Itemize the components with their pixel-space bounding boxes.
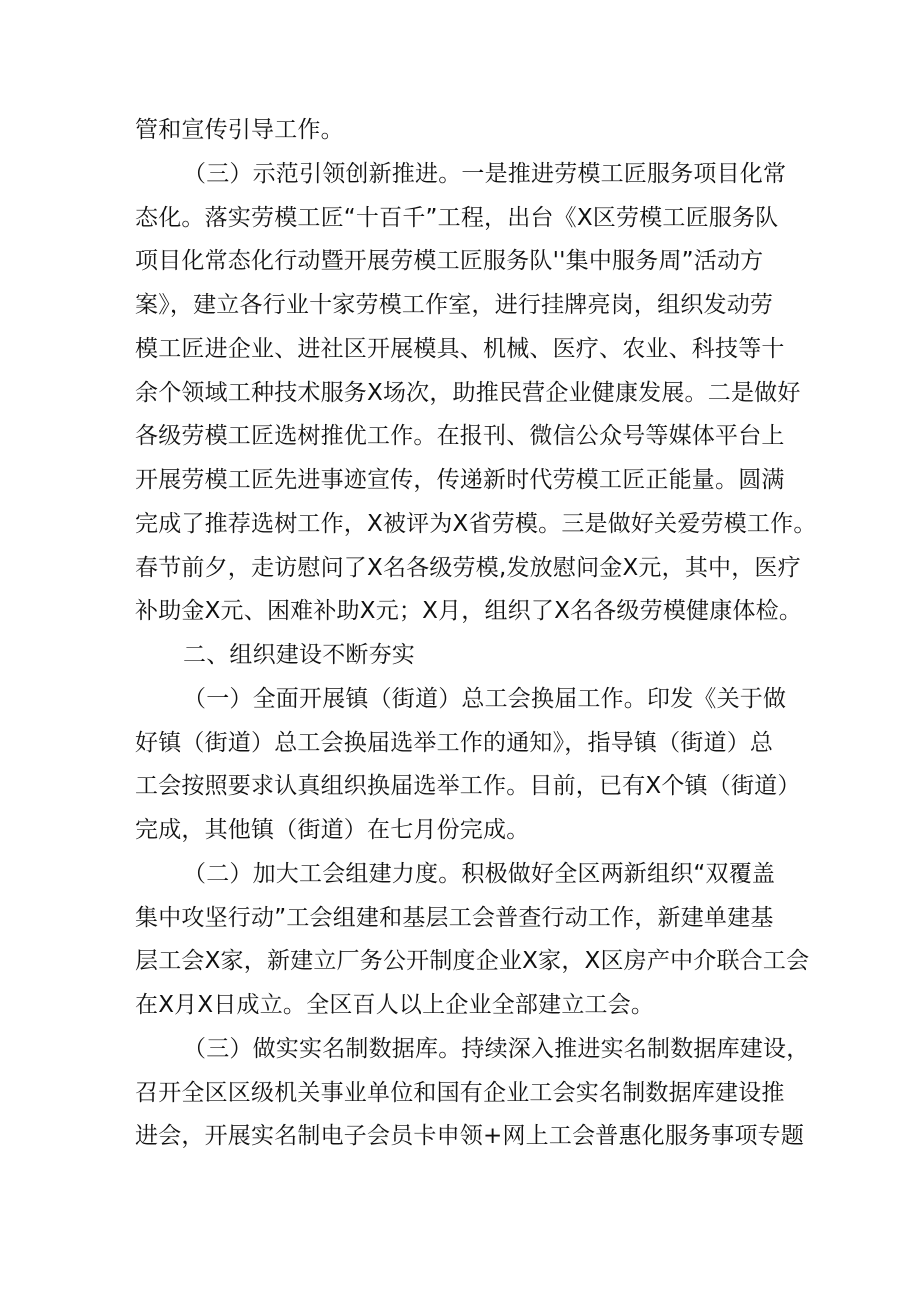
text-line: 补助金X元、困难补助X元；X月，组织了X名各级劳模健康体检。: [135, 598, 803, 624]
text-line: （三）做实实名制数据库。持续深入推进实名制数据库建设，: [183, 1036, 810, 1062]
text-line: 工会按照要求认真组织换届选举工作。目前，已有X个镇（街道）: [135, 773, 801, 799]
text-line: 好镇（街道）总工会换届选举工作的通知》，指导镇（街道）总: [135, 730, 774, 756]
text-line: 态化。落实劳模工匠“十百千”工程，出台《X区劳模工匠服务队: [135, 205, 779, 231]
text-line: 层工会X家，新建立厂务公开制度企业X家，X区房产中介联合工会: [135, 948, 810, 974]
text-line: 案》，建立各行业十家劳模工作室，进行挂牌亮岗，组织发动劳: [135, 292, 774, 318]
text-line: 进会，开展实名制电子会员卡申领+网上工会普惠化服务事项专题: [135, 1123, 805, 1149]
text-line: 模工匠进企业、进社区开展模具、机械、医疗、农业、科技等十: [135, 336, 785, 362]
text-line: 开展劳模工匠先进事迹宣传，传递新时代劳模工匠正能量。圆满: [135, 467, 785, 493]
text-line: 余个领域工种技术服务X场次，助推民营企业健康发展。二是做好: [135, 380, 801, 406]
text-line: （三）示范引领创新推进。一是推进劳模工匠服务项目化常: [183, 161, 787, 187]
text-line: （二）加大工会组建力度。积极做好全区两新组织“双覆盖: [183, 861, 776, 887]
text-line: 召开全区区级机关事业单位和国有企业工会实名制数据库建设推: [135, 1080, 785, 1106]
text-line: 完成，其他镇（街道）在七月份完成。: [135, 817, 530, 843]
text-line: 完成了推荐选树工作，X被评为X省劳模。三是做好关爱劳模工作。: [135, 511, 817, 537]
section-heading: 二、组织建设不断夯实: [183, 642, 415, 668]
text-line: 管和宣传引导工作。: [135, 117, 344, 143]
text-line: 春节前夕，走访慰问了X名各级劳模,发放慰问金X元，其中，医疗: [135, 555, 801, 581]
text-line: 项目化常态化行动暨开展劳模工匠服务队''集中服务周”活动方: [135, 248, 764, 274]
text-line: 在X月X日成立。全区百人以上企业全部建立工会。: [135, 992, 655, 1018]
text-line: 各级劳模工匠选树推优工作。在报刊、微信公众号等媒体平台上: [135, 423, 785, 449]
text-line: 集中攻坚行动”工会组建和基层工会普查行动工作，新建单建基: [135, 905, 774, 931]
text-line: （一）全面开展镇（街道）总工会换届工作。印发《关于做: [183, 686, 787, 712]
